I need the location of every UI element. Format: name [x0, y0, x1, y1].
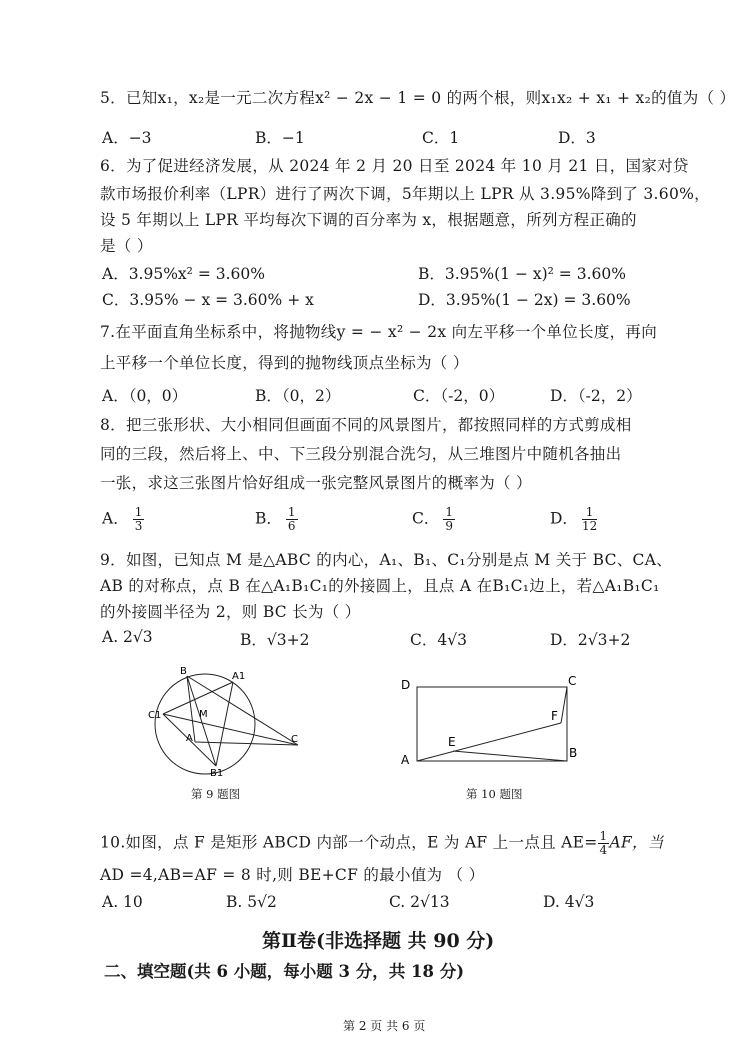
fig10-segment-eb [453, 751, 567, 761]
q5-option-b: B．−1 [255, 129, 305, 147]
q9-line-3: 的外接圆半径为 2，则 BC 长为（ ） [100, 603, 361, 621]
fig10-label-a: A [401, 753, 410, 767]
q8-option-c: C． $\frac{1}{9}$ [412, 505, 454, 533]
figure-9-diagram [140, 662, 315, 782]
q10-option-c: C. 2√13 [389, 893, 450, 911]
q6-option-c: C．3.95% − x = 3.60% + x [102, 291, 314, 309]
figure-10-diagram [395, 672, 595, 772]
fig9-label-m: M [199, 709, 208, 720]
q8-line-2: 同的三段，然后将上、中、下三段分别混合洗匀，从三堆图片中随机各抽出 [100, 445, 622, 463]
fig10-label-d: D [401, 678, 411, 692]
q5-option-c: C．1 [422, 129, 460, 147]
q7-line-1: 7.在平面直角坐标系中，将抛物线y = − x² − 2x 向左平移一个单位长度，再向 [100, 323, 658, 341]
q8-option-b: B． $\frac{1}{6}$ [255, 505, 296, 533]
fig9-label-c: C [291, 734, 298, 745]
q6-option-b: B．3.95%(1 − x)² = 3.60% [418, 265, 626, 283]
q6-line-1: 6．为了促进经济发展，从 2024 年 2 月 20 日至 2024 年 10 月 21 日，国家对贷 [100, 157, 689, 175]
q9-line-2: AB 的对称点，点 B 在△A₁B₁C₁的外接圆上，且点 A 在B₁C₁边上，若△A₁B₁C₁ [100, 577, 660, 595]
figure-10-caption: 第 10 题图 [466, 787, 523, 801]
fig10-segment-fc [561, 687, 567, 723]
q9-option-a: A. 2√3 [102, 628, 153, 646]
q10-option-d: D. 4√3 [543, 893, 595, 911]
fig9-segment-a1b1 [216, 682, 233, 766]
page-footer: 第 2 页 共 6 页 [343, 1019, 426, 1033]
fig9-segment-ac [195, 742, 298, 745]
q5-option-a: A．−3 [102, 129, 152, 147]
q8-option-a: A． $\frac{1}{3}$ [102, 505, 143, 533]
fig9-label-b: B [180, 666, 187, 677]
fig9-label-c1: C1 [148, 710, 162, 721]
fig10-label-f: F [551, 709, 558, 723]
q9-option-d: D．2√3+2 [550, 631, 631, 649]
q10-option-a: A. 10 [102, 893, 143, 911]
fig9-segment-c1c [163, 714, 298, 745]
fig10-label-c: C [568, 674, 577, 688]
q6-line-2: 款市场报价利率（LPR）进行了两次下调，5年期以上 LPR 从 3.95%降到了 3.60%， [100, 185, 710, 203]
q10-option-b: B. 5√2 [226, 893, 277, 911]
q8-option-d: D． $\frac{1}{12}$ [550, 505, 598, 533]
q9-line-1: 9．如图，已知点 M 是△ABC 的内心，A₁、B₁、C₁分别是点 M 关于 BC、CA、 [100, 551, 672, 569]
fig9-label-a1: A1 [232, 671, 246, 682]
fig10-label-b: B [569, 746, 578, 760]
fig9-label-a: A [186, 733, 193, 744]
q10-line-2: AD =4,AB=AF = 8 时,则 BE+CF 的最小值为 （ ） [100, 866, 485, 884]
figure-9-caption: 第 9 题图 [191, 787, 241, 801]
q10-line-1: 10.如图，点 F 是矩形 ABCD 内部一个动点，E 为 AF 上一点且 AE= $\frac{1}{4}$ AF，当 [100, 829, 664, 857]
section-title: 第Ⅱ卷(非选择题 共 90 分) [262, 930, 495, 952]
q6-line-4: 是（ ） [100, 237, 153, 255]
q8-line-1: 8．把三张形状、大小相同但画面不同的风景图片，都按照同样的方式剪成相 [100, 416, 632, 434]
q8-line-3: 一张，求这三张图片恰好组成一张完整风景图片的概率为（ ） [100, 474, 532, 492]
fig9-label-b1: B1 [210, 768, 224, 779]
q9-option-c: C．4√3 [410, 631, 467, 649]
fig10-rectangle-abcd [417, 687, 567, 761]
section-subtitle: 二、填空题(共 6 小题，每小题 3 分，共 18 分) [104, 962, 465, 981]
q7-option-c: C．（-2，0） [413, 387, 505, 405]
q6-line-3: 设 5 年期以上 LPR 平均每次下调的百分率为 x，根据题意，所列方程正确的 [100, 211, 637, 229]
fig10-segment-af [417, 723, 561, 761]
q7-option-b: B．（0，2） [255, 387, 341, 405]
q7-line-2: 上平移一个单位长度，得到的抛物线顶点坐标为（ ） [100, 354, 469, 372]
fig10-label-e: E [448, 735, 456, 749]
q5-option-d: D．3 [558, 129, 596, 147]
q5-stem: 5．已知x₁，x₂是一元二次方程x² − 2x − 1 = 0 的两个根，则x₁x₂ + x₁ + x₂的值为（ ） [100, 89, 736, 107]
q6-option-d: D．3.95%(1 − 2x) = 3.60% [418, 291, 631, 309]
q9-option-b: B．√3+2 [240, 631, 310, 649]
q6-option-a: A．3.95%x² = 3.60% [102, 265, 265, 283]
q7-option-a: A．（0，0） [102, 387, 188, 405]
q7-option-d: D．（-2，2） [550, 387, 642, 405]
